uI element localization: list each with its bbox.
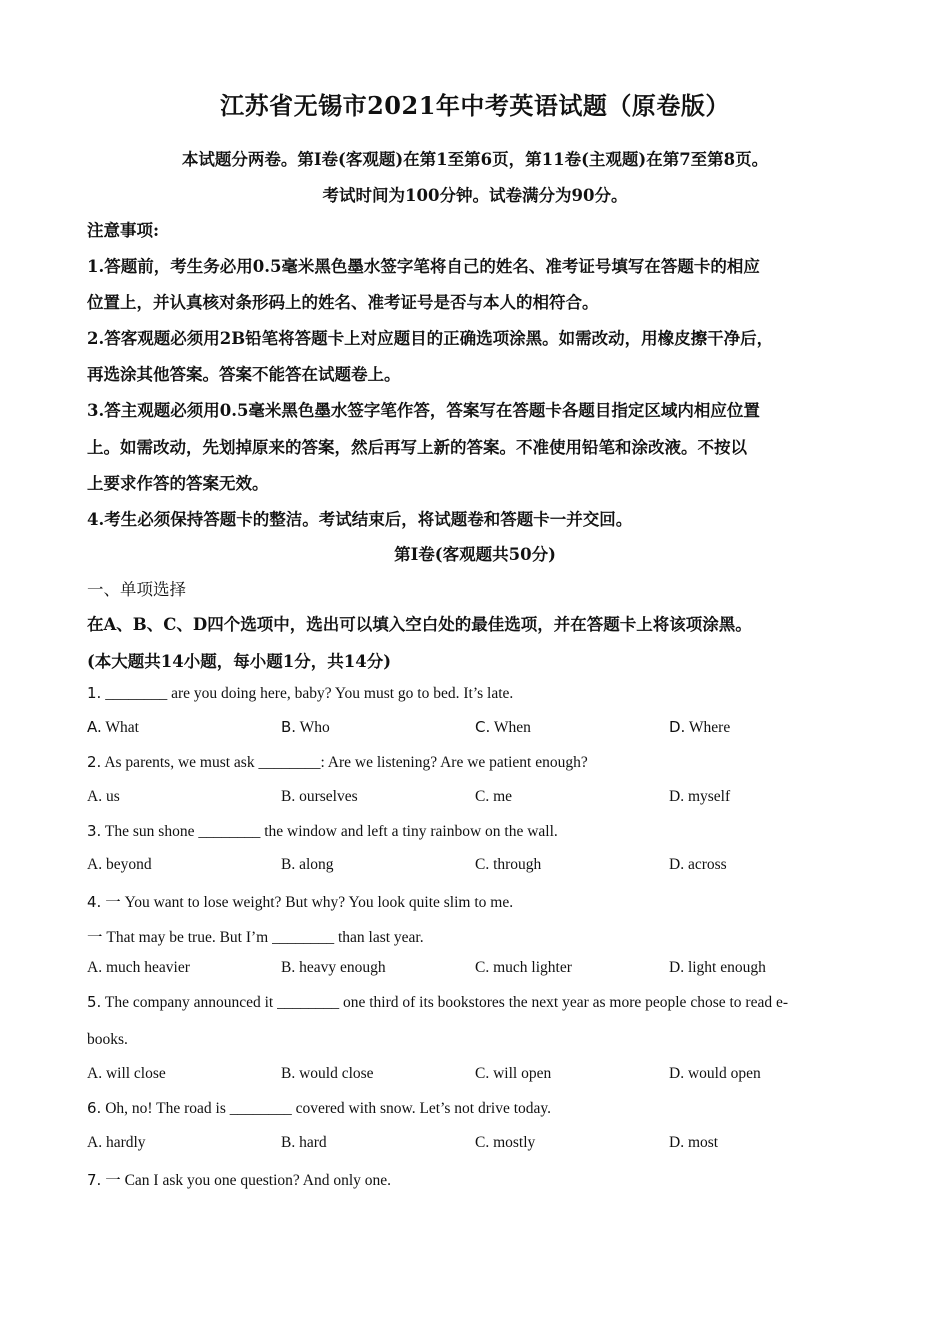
note-line: 3.答主观题必须用0.5毫米黑色墨水签字笔作答，答案写在答题卡各题目指定区域内相应位置 [87,401,760,420]
note-line: 1.答题前，考生务必用0.5毫米黑色墨水签字笔将自己的姓名、准考证号填写在答题卡的相应 [87,257,760,276]
instruction: 在A、B、C、D四个选项中，选出可以填入空白处的最佳选项，并在答题卡上将该项涂黑。 [87,615,752,634]
question-2 [87,753,588,772]
question-7 [87,1168,391,1190]
question-1 [87,684,513,703]
option-d: D. most [669,1134,719,1151]
option-a: A. will close [87,1065,166,1082]
question-number: 3. [87,822,102,840]
question-5 [87,993,788,1012]
page-title: 江苏省无锡市2021年中考英语试题（原卷版） [220,91,730,120]
option-b: B. Who [281,718,330,736]
question-number: 1. [87,684,102,702]
section-title: 第I卷(客观题共50分) [394,545,556,564]
note-line: 2.答客观题必须用2B铅笔将答题卡上对应题目的正确选项涂黑。如需改动，用橡皮擦干净后， [87,329,774,348]
question-3 [87,822,558,841]
question-number: 2. [87,753,102,771]
note-line: 上要求作答的答案无效。 [87,474,269,493]
option-d: D. light enough [669,959,766,976]
option-c: C. me [475,788,513,805]
intro-line-2: 考试时间为100分钟。试卷满分为90分。 [322,186,628,205]
intro-line-1: 本试题分两卷。第I卷(客观题)在第1至第6页，第11卷(主观题)在第7至第8页。 [181,150,769,169]
option-d: D. myself [669,788,731,805]
question-text: As parents, we must ask ________: Are we listening? Are we patient enough? [101,754,588,771]
option-b: B. ourselves [281,788,358,805]
note-line: 位置上，并认真核对条形码上的姓名、准考证号是否与本人的相符合。 [87,293,599,312]
option-b: B. hard [281,1134,327,1151]
note-line: 上。如需改动，先划掉原来的答案，然后再写上新的答案。不准使用铅笔和涂改液。不按以 [87,438,747,457]
option-a: A. us [87,788,120,805]
question-number: 6. [87,1099,102,1117]
option-a: A. beyond [87,856,152,873]
notes-heading: 注意事项: [87,221,160,240]
option-a: A. hardly [87,1134,146,1151]
question-6 [87,1099,551,1118]
option-c: C. When [475,718,531,736]
option-b: B. heavy enough [281,959,386,976]
question-4-line-2: 一 That may be true. But I’m ________ than last year. [87,929,424,946]
option-d: D. would open [669,1065,761,1082]
question-text: Oh, no! The road is ________ covered with snow. Let’s not drive today. [101,1100,552,1117]
question-number: 7. [87,1171,102,1189]
option-c: C. through [475,856,542,873]
question-text: 一 Can I ask you one question? And only one. [101,1172,392,1189]
question-number: 4. [87,893,102,911]
option-c: C. will open [475,1065,552,1082]
question-5-line-2: books. [87,1031,128,1048]
question-text: The company announced it ________ one third of its bookstores the next year as more people chose to read e- [101,994,788,1011]
option-a: A. much heavier [87,959,190,976]
option-c: C. much lighter [475,959,572,976]
option-b: B. along [281,856,334,873]
question-4 [87,890,513,912]
note-line: 4.考生必须保持答题卡的整洁。考试结束后，将试题卷和答题卡一并交回。 [87,510,633,529]
note-line: 再选涂其他答案。答案不能答在试题卷上。 [87,365,401,384]
option-a: A. What [87,718,139,736]
option-d: D. Where [669,718,731,736]
option-b: B. would close [281,1065,374,1082]
question-text: 一 You want to lose weight? But why? You look quite slim to me. [101,894,514,911]
option-d: D. across [669,856,727,873]
question-number: 5. [87,993,102,1011]
part-heading: 一、单项选择 [87,580,186,599]
question-text: The sun shone ________ the window and left a tiny rainbow on the wall. [101,823,558,840]
question-text: ________ are you doing here, baby? You must go to bed. It’s late. [101,685,514,702]
scoring-note: (本大题共14小题，每小题1分，共14分) [87,652,392,671]
option-c: C. mostly [475,1134,536,1151]
